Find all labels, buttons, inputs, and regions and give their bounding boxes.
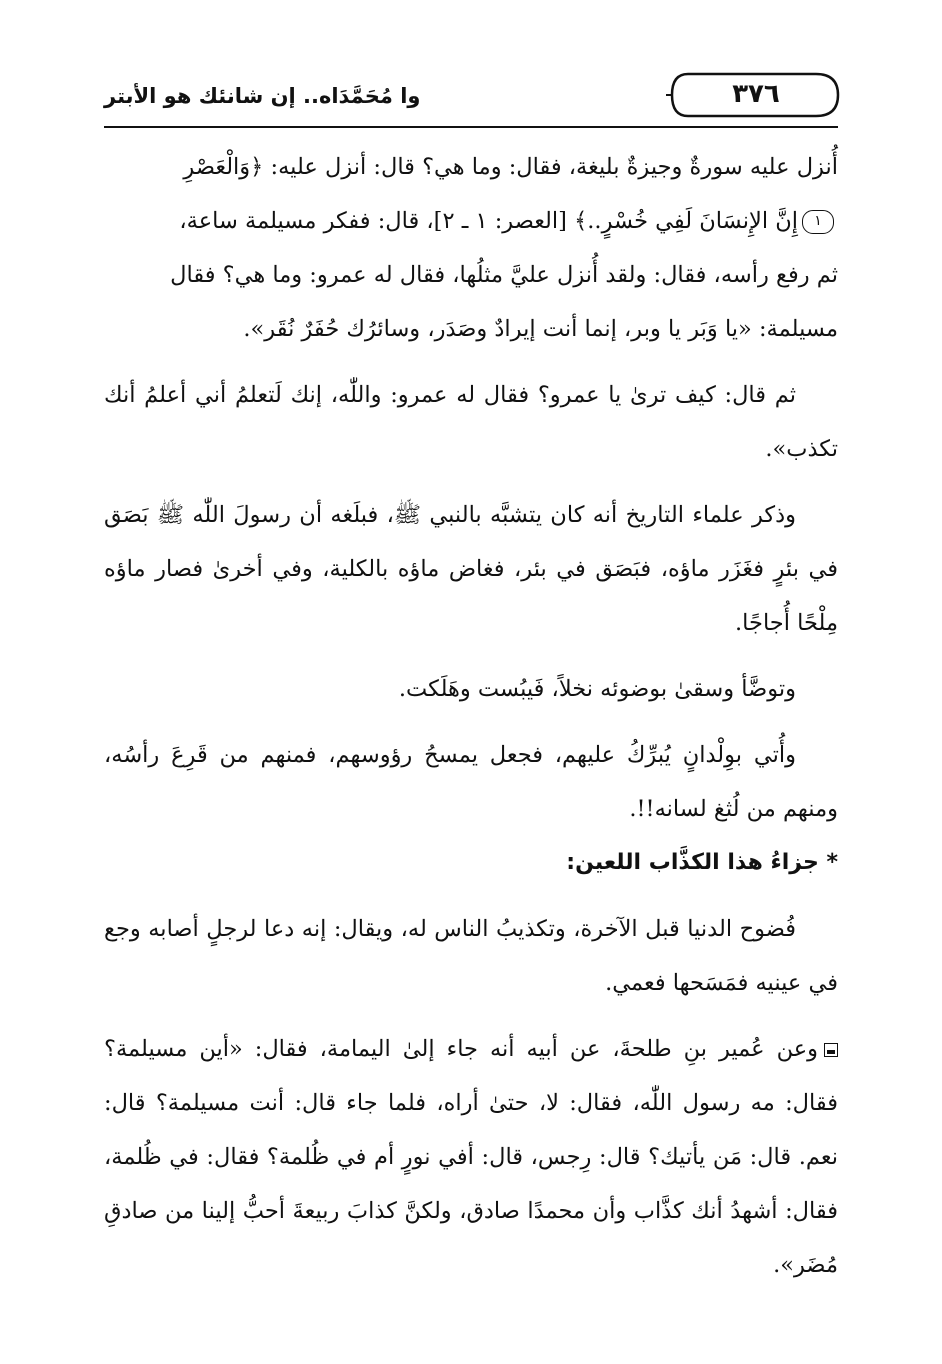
page-number: ٣٧٦	[732, 79, 780, 109]
paragraph-5: وأُتي بوِلْدانٍ يُبرِّكُ عليهم، فجعل يمسحُ رؤوسهم، فمنهم من قَرِعَ رأسُه، ومنهم من لُثغ لسانه!!.	[104, 742, 838, 822]
paragraph-6: فُضوح الدنيا قبل الآخرة، وتكذيبُ الناس له، ويقال: إنه دعا لرجلٍ أصابه وجع في عينيه فمَسَحها فعمي.	[104, 916, 838, 996]
paragraph-7	[104, 1022, 838, 1292]
paragraph-1	[104, 140, 838, 356]
paragraph-7-text: وعن عُمير بنِ طلحةَ، عن أبيه أنه جاء إلىٰ اليمامة، فقال: «أين مسيلمة؟ فقال: مه رسول اللّٰه، فقال: لا، حتىٰ أراه، فلما جاء قال: أنت مسيلمة؟ قال: نعم. قال: مَن يأتيك؟ قال: رِجس، قال: أفي نورٍ أم في ظُلمة؟ فقال: في ظُلمة، فقال: أشهدُ أنك كذَّاب وأن محمدًا صادق، ولكنَّ كذابَ ربيعةَ أحبُّ إلينا من صادقِ مُضَر».	[104, 1036, 838, 1278]
page-header	[104, 62, 838, 128]
paragraph-2: ثم قال: كيف ترىٰ يا عمرو؟ فقال له عمرو: واللّٰه، إنك لَتعلمُ أني أعلمُ أنك تكذب».	[104, 382, 838, 462]
page-number-badge	[666, 70, 846, 120]
section-heading: * جزاءُ هذا الكذَّاب اللعين:	[566, 850, 838, 875]
paragraph-4: وتوضَّأ وسقىٰ بوضوئه نخلاً، فَيبُست وهَلَكت.	[398, 676, 796, 702]
text-line: مسيلمة: «يا وَبَر يا وبر، إنما أنت إيرادٌ وصَدَر، وسائرُك حُفَرٌ نُقَر».	[243, 316, 838, 342]
page-body	[104, 140, 838, 1292]
text-line: إِنَّ الإِنسَانَ لَفِي خُسْرٍ..﴾ [العصر: ١ ـ ٢]، قال: ففكر مسيلمة ساعة،	[179, 208, 798, 234]
text-line: أُنزل عليه سورةٌ وجيزةٌ بليغة، فقال: وما هي؟ قال: أنزل عليه: ﴿وَالْعَصْرِ	[183, 154, 838, 180]
paragraph-3: وذكر علماء التاريخ أنه كان يتشبَّه بالنبي ﷺ، فبلَغه أن رسولَ اللّٰه ﷺ بَصَق في بئرٍ فغَزَر ماؤه، فبَصَق في بئر، فغاض ماؤه بالكلية، وفي أخرىٰ فصار ماؤه مِلْحًا أُجاجًا.	[104, 502, 838, 636]
header-rule	[104, 126, 838, 128]
running-title: وا مُحَمَّدَاه.. إن شانئك هو الأبتر	[104, 84, 421, 108]
ayah-end-marker-icon: ١	[802, 210, 834, 234]
text-line: ثم رفع رأسه، فقال: ولقد أُنزل عليَّ مثلُها، فقال له عمرو: وما هي؟ فقال	[170, 262, 838, 288]
square-bullet-icon	[824, 1043, 838, 1057]
